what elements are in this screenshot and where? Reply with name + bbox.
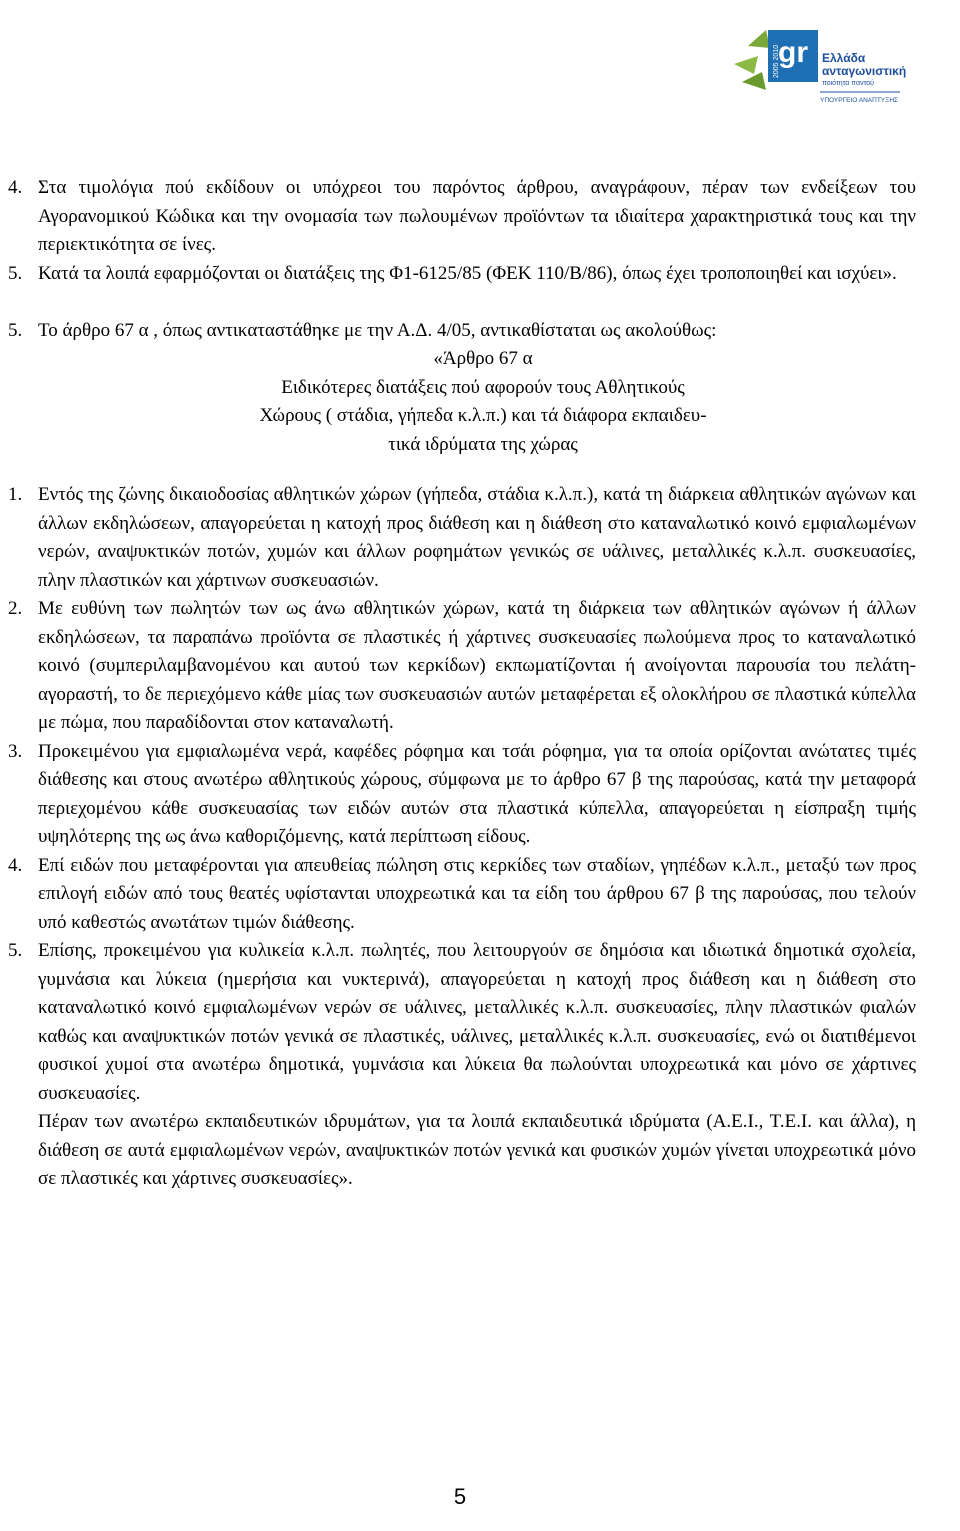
logo-line1: Ελλάδα [822,51,866,65]
item-number: 3. [8,740,23,762]
item-text: Εντός της ζώνης δικαιοδοσίας αθλητικών χώρων (γήπεδα, στάδια κ.λ.π.), κατά τη διάρκεια αθλητικών αγώνων και άλλων εκδηλώσεων, απαγορεύεται η κατοχή προς διάθεση και η διάθεση στο καταναλωτικό κοινό εμφιαλωμένων νερών, αναψυκτικών ποτών, χυμών και άλλων ροφημάτων γενικώς σε υάλινες, μεταλλικές κ.λ.π. συσκευασίες, πλην πλαστικών και χάρτινων συσκευασιών. [38,484,916,591]
article-title-line: Ειδικότερες διατάξεις πού αφορούν τους Αθλητικούς [281,376,685,398]
logo-line2: ανταγωνιστική [822,64,907,78]
intro-item [8,317,916,346]
block1-item-4 [8,174,916,260]
item-number: 5. [8,262,23,284]
page-number: 5 [453,1484,467,1509]
item-text: Στα τιμολόγια πού εκδίδουν οι υπόχρεοι του παρόντος άρθρου, αναγράφουν, πέραν των ενδείξεων του Αγορανομικού Κώδικα και την ονομασία των πωλουμένων προϊόντων τα ιδιαίτερα χαρακτηριστικά τους και την περιεκτικότητα σε ίνες. [38,177,916,255]
item-number: 5. [8,319,23,341]
item-number: 2. [8,598,23,619]
paragraph-5 [8,937,916,1108]
article-title-line: Χώρους ( στάδια, γήπεδα κ.λ.π.) και τά διάφορα εκπαιδευ- [259,405,707,426]
item-number: 1. [8,484,23,505]
item-text: Επίσης, προκειμένου για κυλικεία κ.λ.π. πωλητές, που λειτουργούν σε δημόσια και ιδιωτικά δημοτικά σχολεία, γυμνάσια και λύκεια (ημερήσια και νυκτερινά), απαγορεύεται η κατοχή προς διάθεση και η διάθεση στο καταναλωτικό κοινό εμφιαλωμένων νερών σε υάλινες, μεταλλικές κ.λ.π. συσκευασίες, πλην πλαστικών φιαλών καθώς και αναψυκτικών ποτών γενικά σε πλαστικές, υάλινες, μεταλλικές κ.λ.π. συσκευασίες, ενώ οι διατιθέμενοι φυσικοί χυμοί στα ανωτέρω δημοτικά, γυμνάσια και λύκεια θα πωλούνται υποχρεωτικά και μόνο σε χάρτινες συσκευασίες. [38,940,916,1104]
paragraph-1 [8,481,916,595]
article-title-line: «Άρθρο 67 α [433,348,533,369]
logo-gr: gr [778,36,808,69]
article-title-line: τικά ιδρύματα της χώρας [388,433,578,455]
paragraph-4 [8,852,916,938]
ellada-antagonistiki-logo [708,12,948,122]
article-title [8,345,763,459]
logo-line3: ποιότητα παντού [822,80,874,87]
paragraph-3 [8,738,916,852]
logo-ministry: ΥΠΟΥΡΓΕΙΟ ΑΝΑΠΤΥΞΗΣ [820,97,899,104]
block1-item-5 [8,260,916,289]
item-text: Με ευθύνη των πωλητών των ως άνω αθλητικών χώρων, κατά τη διάρκεια των αθλητικών αγώνων ή άλλων εκδηλώσεων, τα παραπάνω προϊόντα σε πλαστικές ή χάρτινες συσκευασίες πωλούμενα προς το καταναλωτικό κοινό (συμπεριλαμβανομένου και αυτού των κερκίδων) εκπωματίζονται ή ανοίγονται παρουσία του πελάτη-αγοραστή, το δε περιεχόμενο κάθε μίας των συσκευασιών αυτών μεταφέρεται εξ ολοκλήρου σε πλαστικά κύπελλα με πώμα, που παραδίδονται στον καταναλωτή. [38,598,916,733]
logo-years: 2005 2010 [773,44,780,78]
item-number: 4. [8,854,23,876]
item-text: Επί ειδών που μεταφέρονται για απευθείας πώληση στις κερκίδες των σταδίων, γηπέδων κ.λ.π., μεταξύ των προς επιλογή ειδών από τους θεατές υφίστανται υποχρεωτικά και τα είδη του άρθρου 67 β της παρούσας, που τελούν υπό καθεστώς ανωτάτων τιμών διάθεσης. [38,854,916,933]
paragraph-2 [8,595,916,738]
document-body [8,174,916,1194]
item-text: Το άρθρο 67 α , όπως αντικαταστάθηκε με την Α.Δ. 4/05, αντικαθίσταται ως ακολούθως: [38,319,717,341]
item-number: 5. [8,940,23,961]
item-text: Προκειμένου για εμφιαλωμένα νερά, καφέδες ρόφημα και τσάι ρόφημα, για τα οποία ορίζονται ανώτατες τιμές διάθεσης και στους ανωτέρω αθλητικούς χώρους, σύμφωνα με το άρθρο 67 β της παρούσας, κατά την μεταφορά περιεχομένου κάθε συσκευασίας των ειδών αυτών στα πλαστικά κύπελλα, απαγορεύεται η είσπραξη τιμής υψηλότερης της ως άνω καθοριζόμενης, κατά περίπτωση είδους. [38,740,916,847]
item-number: 4. [8,177,23,198]
item-text: Κατά τα λοιπά εφαρμόζονται οι διατάξεις της Φ1-6125/85 (ΦΕΚ 110/Β/86), όπως έχει τροποποιηθεί και ισχύει». [38,262,897,284]
closing-paragraph: Πέραν των ανωτέρω εκπαιδευτικών ιδρυμάτων, για τα λοιπά εκπαιδευτικά ιδρύματα (Α.Ε.Ι., Τ.Ε.Ι. και άλλα), η διάθεση σε αυτά εμφιαλωμένων νερών, αναψυκτικών ποτών γενικά και φυσικών χυμών γίνεται υποχρεωτικά μόνο σε πλαστικές και χάρτινες συσκευασίες». [38,1111,916,1189]
